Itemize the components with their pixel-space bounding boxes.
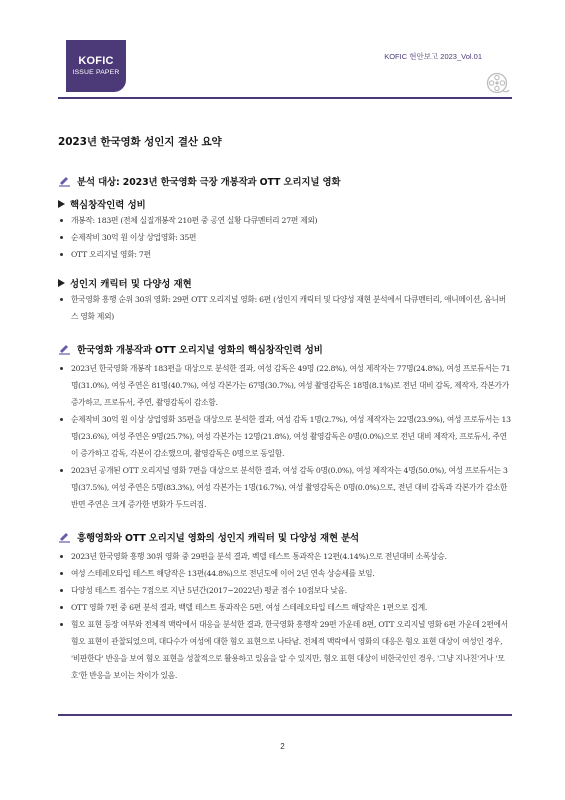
list-item: OTT 오리지널 영화: 7편	[58, 246, 512, 263]
section-heading-creative-ratio	[58, 342, 512, 356]
triangle-bullet-icon	[58, 279, 65, 287]
diversity-target-list	[58, 291, 512, 325]
list-item: 2023년 공개된 OTT 오리지널 영화 7편을 대상으로 분석한 결과, 여성 감독 0명(0.0%), 여성 제작자는 4명(50.0%), 여성 프로듀서는 3명(37.5%), 여성 주연은 5명(83.3%), 여성 각본가는 1명(16.7%), 여성 촬영감독은 0명(0.0%)으로, 전년 대비 감독과 각본가가 감소한 반면 주연은 크게 증가한 변화가 두드러짐.	[58, 462, 512, 513]
section-heading-text: 한국영화 개봉작과 OTT 오리지널 영화의 핵심창작인력 성비	[77, 345, 323, 356]
section-heading-text: 흥행영화와 OTT 오리지널 영화의 성인지 캐릭터 및 다양성 재현 분석	[77, 533, 360, 544]
list-item: 다양성 테스트 점수는 7점으로 지난 5년간(2017~2022년) 평균 점수 10점보다 낮음.	[58, 582, 512, 599]
page-number: 2	[280, 742, 285, 751]
document-title: 2023년 한국영화 성인지 결산 요약	[58, 136, 222, 148]
creative-ratio-list	[58, 212, 512, 263]
list-item: 2023년 한국영화 흥행 30위 영화 중 29편을 분석 결과, 벡델 테스트 통과작은 12편(4.14%)으로 전년대비 소폭상승.	[58, 548, 512, 565]
list-item: 순제작비 30억 원 이상 상업영화: 35편	[58, 229, 512, 246]
triangle-bullet-icon	[58, 200, 65, 208]
footer-divider	[58, 714, 512, 716]
section-heading-text: 분석 대상: 2023년 한국영화 극장 개봉작과 OTT 오리지널 영화	[77, 177, 341, 188]
list-item: 여성 스테레오타입 테스트 해당작은 13편(44.8%)으로 전년도에 이어 2년 연속 상승세를 보임.	[58, 565, 512, 582]
subheading-gender-character-diversity	[58, 276, 512, 290]
pencil-icon	[58, 175, 71, 187]
kofic-issue-paper-badge	[66, 40, 126, 92]
report-series-label: KOFIC 현안보고 2023_Vol.01	[384, 52, 482, 61]
list-item: 한국영화 흥행 순위 30위 영화: 29편 OTT 오리지널 영화: 6편 (성인지 캐릭터 및 다양성 재현 분석에서 다큐멘터리, 애니메이션, 옴니버스 영화 제외)	[58, 291, 512, 325]
subheading-creative-gender-ratio	[58, 197, 512, 211]
badge-issue-paper-label: ISSUE PAPER	[72, 69, 120, 76]
film-reel-icon	[486, 72, 510, 96]
pencil-icon	[58, 343, 71, 355]
list-item: 개봉작: 183편 (전체 실질개봉작 210편 중 공연 실황 다큐멘터리 27편 제외)	[58, 212, 512, 229]
list-item: 혐오 표현 등장 여부와 전체적 맥락에서 대응을 분석한 결과, 한국영화 흥행작 29편 가운데 8편, OTT 오리지널 영화 6편 가운데 2편에서 혐오 표현이 관찰되었으며, 대다수가 여성에 대한 혐오 표현으로 나타남. 전체적 맥락에서 영화의 대응은 혐오 표현 대상이 여성인 경우, '비판한다' 반응을 보여 혐오 표현을 성찰적으로 활용하고 있음을 알 수 있지만, 혐오 표현 대상이 비한국인인 경우, '그냥 지나친'거나 '모호'한 반응을 보이는 차이가 있음.	[58, 616, 512, 684]
header-divider	[58, 97, 512, 99]
list-item: OTT 영화 7편 중 6편 분석 결과, 백델 테스트 통과작은 5편, 여성 스테레오타입 테스트 해당작은 1편으로 집계.	[58, 599, 512, 616]
section-heading-character-diversity	[58, 530, 512, 544]
page-content	[58, 134, 512, 684]
character-diversity-findings-list	[58, 548, 512, 684]
badge-kofic-label: KOFIC	[78, 55, 114, 67]
creative-ratio-findings-list	[58, 360, 512, 513]
section-heading-analysis-target	[58, 174, 512, 188]
pencil-icon	[58, 531, 71, 543]
subheading-text: 핵심창작인력 성비	[70, 200, 146, 211]
subheading-text: 성인지 캐릭터 및 다양성 재현	[70, 279, 192, 290]
list-item: 순제작비 30억 원 이상 상업영화 35편을 대상으로 분석한 결과, 여성 감독 1명(2.7%), 여성 제작자는 22명(23.9%), 여성 프로듀서는 13명(23.6%), 여성 주연은 9명(25.7%), 여성 각본가는 12명(21.8%), 여성 촬영감독은 0명(0.0%)으로 전년 대비 제작자, 프로듀서, 주연이 증가하고 감독, 각본이 감소했으며, 촬영감독은 0명으로 동일함.	[58, 411, 512, 462]
list-item: 2023년 한국영화 개봉작 183편을 대상으로 분석한 결과, 여성 감독은 49명 (22.8%), 여성 제작자는 77명(24.8%), 여성 프로듀서는 71명(31.0%), 여성 주연은 81명(40.7%), 여성 각본가는 67명(30.7%), 여성 촬영감독은 18명(8.1%)로 전년 대비 감독, 제작자, 각본가가 증가하고, 프로듀서, 주연, 촬영감독이 감소함.	[58, 360, 512, 411]
